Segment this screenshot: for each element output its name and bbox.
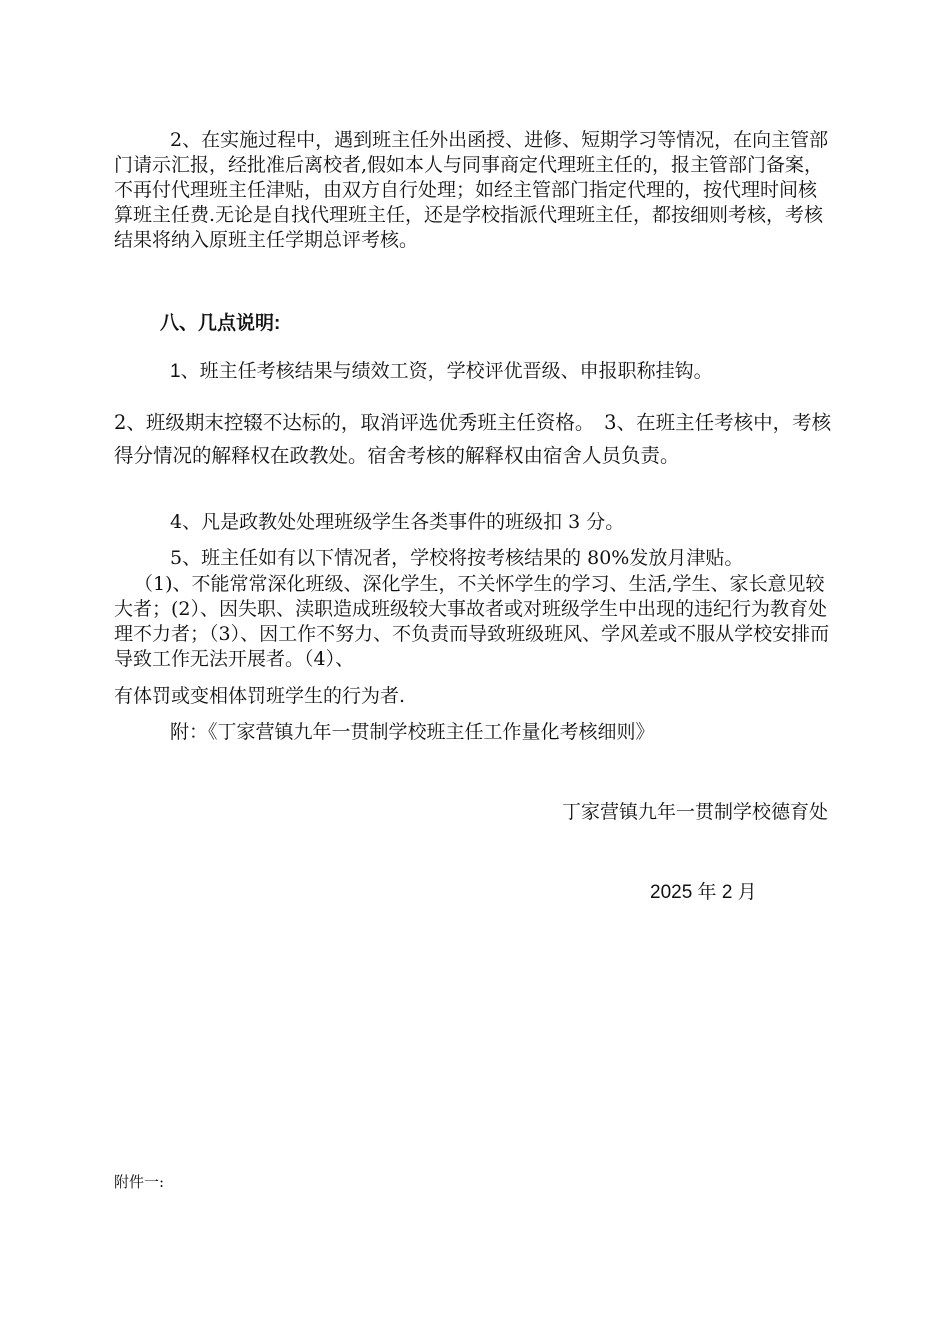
date: 2025 年 2 月 bbox=[650, 882, 757, 903]
attachment-footnote: 附件一: bbox=[114, 1173, 165, 1191]
note-2-3: 2、班级期末控辍不达标的，取消评选优秀班主任资格。 3、在班主任考核中，考核得分情况的解释权在政教处。宿舍考核的解释权由宿舍人员负责。 bbox=[114, 411, 832, 467]
attachment-line: 附：《丁家营镇九年一贯制学校班主任工作量化考核细则》 bbox=[170, 721, 655, 743]
note-5-details: （1)、不能常常深化班级、深化学生，不关怀学生的学习、生活,学生、家长意见较大者；(2）、因失职、渎职造成班级较大事故者或对班级学生中出现的违纪行为教育处理不力者；（3）、因工作不努力、不负责而导致班级班风、学风差或不服从学校安排而导致工作无法开展者。（4）、 bbox=[114, 573, 830, 670]
note-4: 4、凡是政教处处理班级学生各类事件的班级扣 3 分。 bbox=[170, 511, 625, 533]
note-1: 1、班主任考核结果与绩效工资，学校评优晋级、申报职称挂钩。 bbox=[170, 361, 713, 382]
note-5: 5、班主任如有以下情况者，学校将按考核结果的 80%发放月津贴。 bbox=[170, 547, 744, 569]
section-heading: 八、几点说明: bbox=[160, 313, 281, 334]
paragraph-implementation: 2、在实施过程中，遇到班主任外出函授、进修、短期学习等情况，在向主管部门请示汇报，经批准后离校者,假如本人与同事商定代理班主任的，报主管部门备案，不再付代理班主任津贴，由双方自行处理；如经主管部门指定代理的，按代理时间核算班主任费.无论是自找代理班主任，还是学校指派代理班主任，都按细则考核，考核结果将纳入原班主任学期总评考核。 bbox=[114, 129, 829, 251]
note-5-last: 有体罚或变相体罚班学生的行为者. bbox=[114, 685, 406, 707]
signature: 丁家营镇九年一贯制学校德育处 bbox=[561, 801, 828, 823]
